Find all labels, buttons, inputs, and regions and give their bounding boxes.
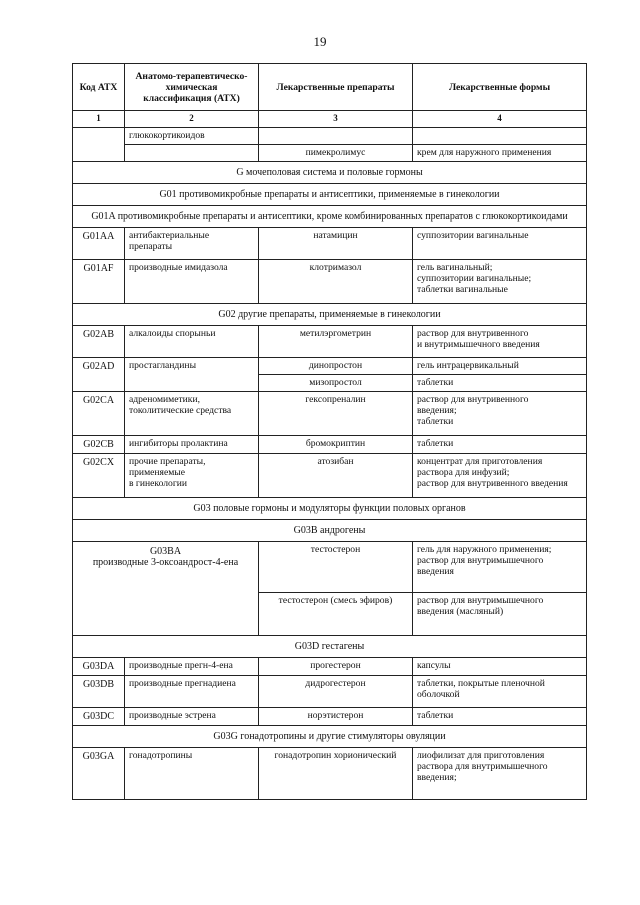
section-heading: G03D гестагены <box>73 636 587 658</box>
form-cell: гель для наружного применения; раствор для внутримышечного введения <box>413 542 587 593</box>
form-cell: капсулы <box>413 658 587 676</box>
form-cell: гель вагинальный; суппозитории вагинальные; таблетки вагинальные <box>413 260 587 304</box>
section-heading: G03G гонадотропины и другие стимуляторы овуляции <box>73 726 587 748</box>
header-drugs: Лекарственные препараты <box>259 64 413 111</box>
table-row <box>73 658 587 676</box>
class-cell: простагландины <box>125 358 259 392</box>
class-cell: ингибиторы пролактина <box>125 436 259 454</box>
form-cell: таблетки, покрытые пленочной оболочкой <box>413 676 587 708</box>
drug-cell: атозибан <box>259 454 413 498</box>
code-cell: G03DC <box>73 708 125 726</box>
form-cell: крем для наружного применения <box>413 145 587 162</box>
code-cell: G02AD <box>73 358 125 392</box>
form-cell: лиофилизат для приготовления раствора для внутримышечного введения; <box>413 748 587 800</box>
form-cell <box>413 128 587 145</box>
atc-drug-table <box>72 63 587 800</box>
drug-cell: тестостерон (смесь эфиров) <box>259 593 413 636</box>
col-number: 3 <box>259 111 413 128</box>
form-cell: концентрат для приготовления раствора для инфузий; раствор для внутривенного введения <box>413 454 587 498</box>
drug-cell: гексопреналин <box>259 392 413 436</box>
code-cell: G03DB <box>73 676 125 708</box>
section-heading: G01A противомикробные препараты и антисептики, кроме комбинированных препаратов с глюкокортикоидами <box>73 206 587 228</box>
code-cell: G01AA <box>73 228 125 260</box>
class-cell <box>125 145 259 162</box>
table-row <box>73 326 587 358</box>
table-row <box>73 542 587 593</box>
drug-cell: пимекролимус <box>259 145 413 162</box>
drug-cell: прогестерон <box>259 658 413 676</box>
table-row <box>73 392 587 436</box>
code-cell: G02CX <box>73 454 125 498</box>
table-row <box>73 436 587 454</box>
drug-cell: динопростон <box>259 358 413 375</box>
form-cell: таблетки <box>413 375 587 392</box>
section-heading: G01 противомикробные препараты и антисептики, применяемые в гинекологии <box>73 184 587 206</box>
section-heading: G03 половые гормоны и модуляторы функции половых органов <box>73 498 587 520</box>
form-cell: раствор для внутримышечного введения (масляный) <box>413 593 587 636</box>
code-cell: G03DA <box>73 658 125 676</box>
code-cell: G02AB <box>73 326 125 358</box>
form-cell: суппозитории вагинальные <box>413 228 587 260</box>
table-row <box>73 748 587 800</box>
table-row <box>73 260 587 304</box>
col-number: 2 <box>125 111 259 128</box>
table-row <box>73 358 587 375</box>
table-row <box>73 708 587 726</box>
drug-cell: гонадотропин хорионический <box>259 748 413 800</box>
code-cell: G02CA <box>73 392 125 436</box>
drug-cell: тестостерон <box>259 542 413 593</box>
code-cell: G02CB <box>73 436 125 454</box>
table-row <box>73 145 587 162</box>
table-row <box>73 454 587 498</box>
section-heading: G03B андрогены <box>73 520 587 542</box>
code-cell: G03GA <box>73 748 125 800</box>
class-cell: алкалоиды спорыньи <box>125 326 259 358</box>
drug-cell: норэтистерон <box>259 708 413 726</box>
class-cell: адреномиметики, токолитические средства <box>125 392 259 436</box>
class-cell: гонадотропины <box>125 748 259 800</box>
code-cell <box>73 128 125 162</box>
class-cell: производные эстрена <box>125 708 259 726</box>
code-class-cell: G03BA производные 3-оксоандрост-4-ена <box>73 542 259 636</box>
class-cell: глюкокортикоидов <box>125 128 259 145</box>
column-number-row <box>73 111 587 128</box>
class-cell: прочие препараты, применяемые в гинекологии <box>125 454 259 498</box>
section-heading: G мочеполовая система и половые гормоны <box>73 162 587 184</box>
header-forms: Лекарственные формы <box>413 64 587 111</box>
class-cell: производные прегн-4-ена <box>125 658 259 676</box>
table-row <box>73 128 587 145</box>
drug-cell: дидрогестерон <box>259 676 413 708</box>
header-code: Код АТХ <box>73 64 125 111</box>
drug-cell: натамицин <box>259 228 413 260</box>
form-cell: таблетки <box>413 436 587 454</box>
code-cell: G01AF <box>73 260 125 304</box>
section-heading: G02 другие препараты, применяемые в гинекологии <box>73 304 587 326</box>
table-row <box>73 676 587 708</box>
header-classification: Анатомо-терапевтическо- химическая классификация (АТХ) <box>125 64 259 111</box>
form-cell: раствор для внутривенного введения; таблетки <box>413 392 587 436</box>
page-number: 19 <box>313 34 327 49</box>
class-cell: производные имидазола <box>125 260 259 304</box>
drug-cell: клотримазол <box>259 260 413 304</box>
drug-cell: бромокриптин <box>259 436 413 454</box>
drug-cell <box>259 128 413 145</box>
class-cell: производные прегнадиена <box>125 676 259 708</box>
form-cell: раствор для внутривенного и внутримышечного введения <box>413 326 587 358</box>
drug-cell: метилэргометрин <box>259 326 413 358</box>
col-number: 1 <box>73 111 125 128</box>
col-number: 4 <box>413 111 587 128</box>
form-cell: таблетки <box>413 708 587 726</box>
class-cell: антибактериальные препараты <box>125 228 259 260</box>
drug-cell: мизопростол <box>259 375 413 392</box>
table-header-row <box>73 64 587 111</box>
form-cell: гель интрацервикальный <box>413 358 587 375</box>
table-row <box>73 228 587 260</box>
